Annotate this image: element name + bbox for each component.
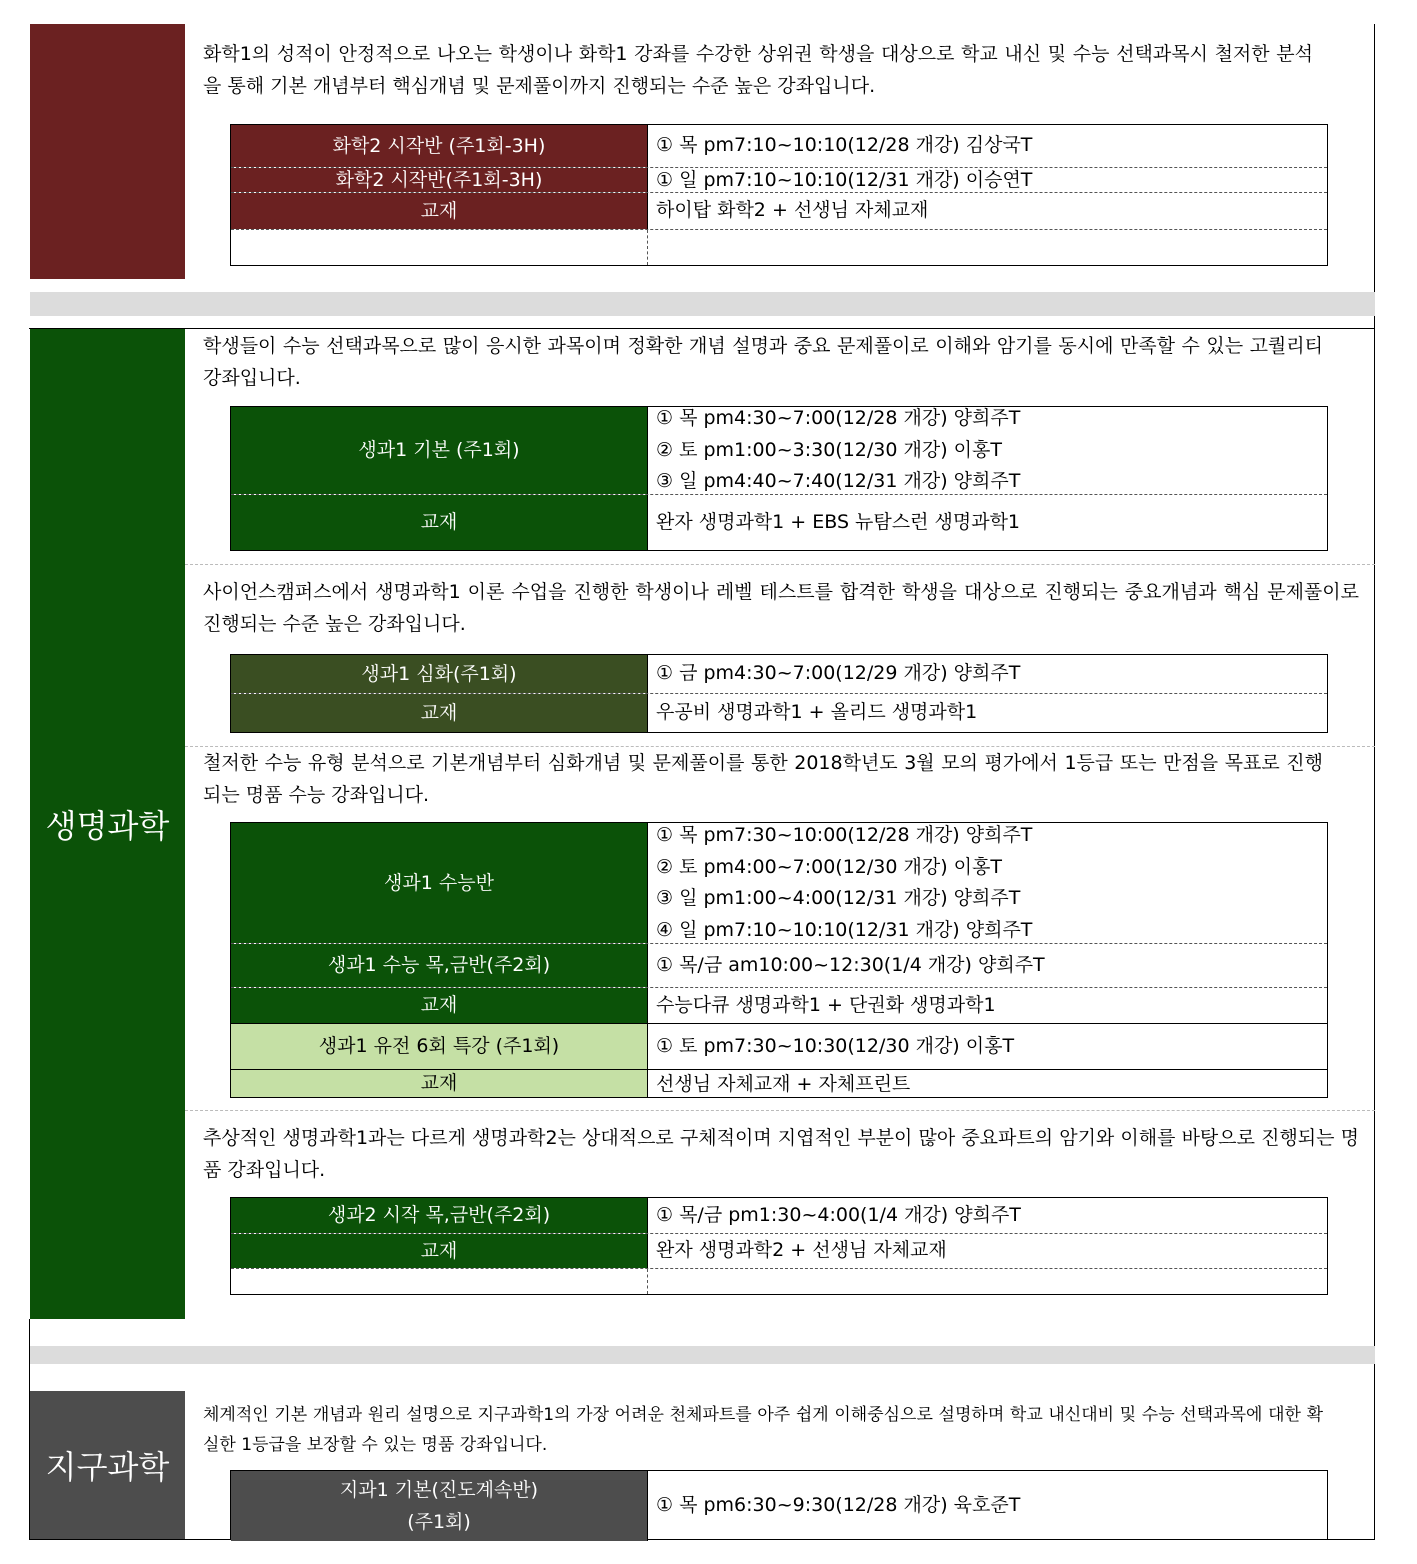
table-row bbox=[231, 125, 1327, 168]
biology-title: 생명과학 bbox=[45, 807, 170, 845]
table-row bbox=[231, 1198, 1327, 1234]
table-row bbox=[231, 823, 1327, 944]
empty-label bbox=[231, 230, 648, 265]
course-label: 생과1 기본 (주1회) bbox=[231, 407, 648, 494]
course-schedule: ① 목 pm7:10~10:10(12/28 개강) 김상국T bbox=[656, 134, 1033, 157]
earth-schedule-table bbox=[230, 1470, 1328, 1540]
earth-science-title: 지구과학 bbox=[45, 1448, 170, 1486]
table-row bbox=[231, 1471, 1327, 1541]
bio-description-4: 추상적인 생명과학1과는 다르게 생명과학2는 상대적으로 구체적이며 지엽적인 부분이 많아 중요파트의 암기와 이해를 바탕으로 진행되는 명품 강좌입니다. bbox=[203, 1127, 1359, 1181]
table-row-empty bbox=[231, 230, 1327, 265]
bio-suneung-table bbox=[230, 822, 1328, 1098]
course-label: 생과2 시작 목,금반(주2회) bbox=[231, 1198, 648, 1233]
bio-description-1: 학생들이 수능 선택과목으로 많이 응시한 과목이며 정확한 개념 설명과 중요 문제풀이로 이해와 암기를 동시에 만족할 수 있는 고퀄리티 강좌입니다. bbox=[203, 335, 1323, 389]
course-label: 생과1 유전 6회 특강 (주1회) bbox=[231, 1024, 648, 1069]
table-row bbox=[231, 694, 1327, 732]
textbook-value: 우공비 생명과학1 + 올리드 생명과학1 bbox=[656, 701, 978, 724]
bio-advanced-table bbox=[230, 654, 1328, 733]
textbook-value: 하이탑 화학2 + 선생님 자체교재 bbox=[656, 199, 929, 222]
frame-right-border bbox=[1374, 24, 1375, 1540]
table-row bbox=[231, 988, 1327, 1024]
textbook-label: 교재 bbox=[231, 193, 648, 229]
course-label: 생과1 수능반 bbox=[231, 823, 648, 943]
chem-description: 화학1의 성적이 안정적으로 나오는 학생이나 화학1 강좌를 수강한 상위권 학생을 대상으로 학교 내신 및 수능 선택과목시 철저한 분석을 통해 기본 개념부터 핵심개념 및 문제풀이까지 진행되는 수준 높은 강좌입니다. bbox=[203, 43, 1313, 97]
section-separator bbox=[30, 1346, 1375, 1364]
bio2-table bbox=[230, 1197, 1328, 1295]
empty-value bbox=[648, 230, 1327, 265]
textbook-value: 완자 생명과학2 + 선생님 자체교재 bbox=[656, 1239, 947, 1262]
textbook-label: 교재 bbox=[231, 694, 648, 732]
textbook-value: 선생님 자체교재 + 자체프린트 bbox=[656, 1072, 911, 1095]
table-row bbox=[231, 944, 1327, 988]
biology-sidebar bbox=[30, 329, 185, 1319]
course-label: 지과1 기본(진도계속반) (주1회) bbox=[231, 1471, 648, 1541]
empty-value bbox=[648, 1269, 1327, 1294]
course-label: 생과1 수능 목,금반(주2회) bbox=[231, 944, 648, 987]
textbook-label: 교재 bbox=[231, 988, 648, 1023]
textbook-value: 완자 생명과학1 + EBS 뉴탐스런 생명과학1 bbox=[656, 510, 1021, 533]
course-schedule: ① 금 pm4:30~7:00(12/29 개강) 양희주T bbox=[656, 662, 1021, 685]
course-schedule: ① 목 pm4:30~7:00(12/28 개강) 양희주T ② 토 pm1:00~3:30(12/30 개강) 이홍T ③ 일 pm4:40~7:40(12/31 개강) 양희주T bbox=[656, 407, 1021, 493]
earth-description: 체계적인 기본 개념과 원리 설명으로 지구과학1의 가장 어려운 천체파트를 아주 쉽게 이해중심으로 설명하며 학교 내신대비 및 수능 선택과목에 대한 확실한 1등급을 보장할 수 있는 명품 강좌입니다. bbox=[203, 1405, 1323, 1455]
course-label: 화학2 시작반(주1회-3H) bbox=[231, 168, 648, 192]
table-row bbox=[231, 1070, 1327, 1097]
subsection-divider bbox=[185, 564, 1375, 565]
table-row bbox=[231, 168, 1327, 193]
course-schedule: ① 토 pm7:30~10:30(12/30 개강) 이홍T bbox=[656, 1034, 1015, 1057]
table-row bbox=[231, 407, 1327, 495]
course-schedule: ① 목 pm6:30~9:30(12/28 개강) 육호준T bbox=[656, 1494, 1021, 1517]
bio-basic-table bbox=[230, 406, 1328, 551]
course-schedule: ① 목 pm7:30~10:00(12/28 개강) 양희주T ② 토 pm4:00~7:00(12/30 개강) 이홍T ③ 일 pm1:00~4:00(12/31 개강) 양희주T ④ 일 pm7:10~10:10(12/31 개강) 양희주T bbox=[656, 824, 1033, 941]
earth-science-sidebar bbox=[30, 1391, 185, 1539]
table-row bbox=[231, 1234, 1327, 1269]
course-schedule: ① 목/금 am10:00~12:30(1/4 개강) 양희주T bbox=[656, 953, 1045, 976]
textbook-label: 교재 bbox=[231, 495, 648, 550]
chem-schedule-table bbox=[230, 124, 1328, 266]
section-top-border bbox=[29, 328, 1375, 329]
table-row bbox=[231, 1024, 1327, 1070]
table-row-empty bbox=[231, 1269, 1327, 1294]
course-label: 화학2 시작반 (주1회-3H) bbox=[231, 125, 648, 167]
table-row bbox=[231, 655, 1327, 694]
subsection-divider bbox=[185, 1110, 1375, 1111]
table-row bbox=[231, 495, 1327, 550]
chemistry-sidebar bbox=[30, 24, 185, 279]
bio-description-3: 철저한 수능 유형 분석으로 기본개념부터 심화개념 및 문제풀이를 통한 2018학년도 3월 모의 평가에서 1등급 또는 만점을 목표로 진행되는 명품 수능 강좌입니다. bbox=[203, 752, 1323, 806]
course-schedule: ① 일 pm7:10~10:10(12/31 개강) 이승연T bbox=[656, 169, 1033, 191]
table-row bbox=[231, 193, 1327, 230]
course-schedule: ① 목/금 pm1:30~4:00(1/4 개강) 양희주T bbox=[656, 1203, 1021, 1226]
textbook-label: 교재 bbox=[231, 1070, 648, 1097]
section-separator bbox=[30, 292, 1375, 316]
course-label: 생과1 심화(주1회) bbox=[231, 655, 648, 693]
textbook-label: 교재 bbox=[231, 1234, 648, 1268]
empty-label bbox=[231, 1269, 648, 1294]
textbook-value: 수능다큐 생명과학1 + 단권화 생명과학1 bbox=[656, 993, 996, 1016]
bio-description-2: 사이언스캠퍼스에서 생명과학1 이론 수업을 진행한 학생이나 레벨 테스트를 합격한 학생을 대상으로 진행되는 중요개념과 핵심 문제풀이로 진행되는 수준 높은 강좌입니다. bbox=[203, 581, 1359, 635]
